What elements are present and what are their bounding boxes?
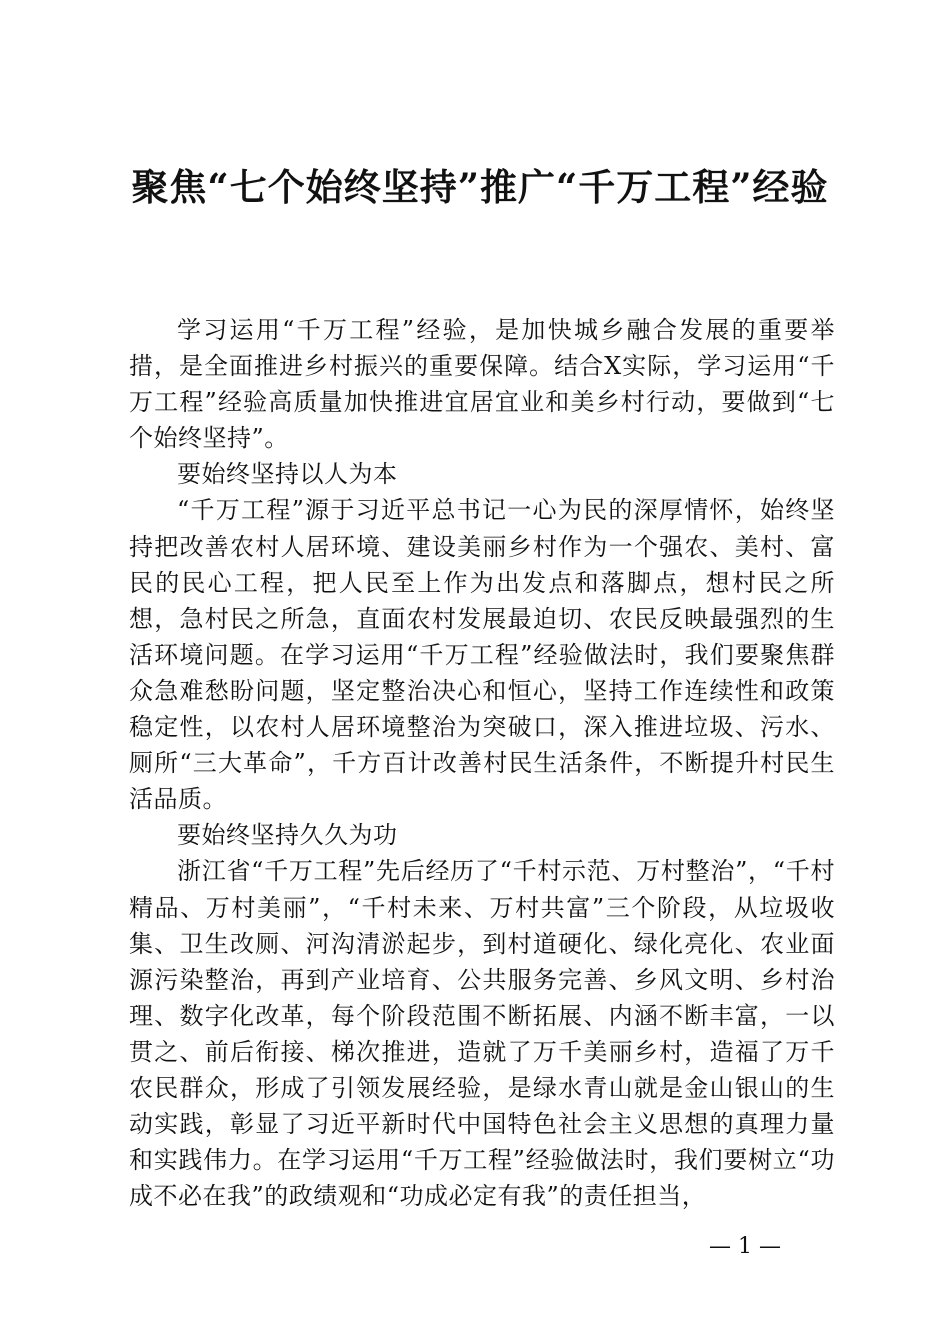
document-title: 聚焦“七个始终坚持”推广“千万工程”经验 [131,165,829,209]
section-heading-people-first: 要始终坚持以人为本 [177,460,398,489]
paragraph-persistence: 浙江省“千万工程”先后经历了“千村示范、万村整治”，“千村精品、万村美丽”，“千村未来、万村共富”三个阶段，从垃圾收集、卫生改厕、河沟清淤起步，到村道硬化、绿化亮化、农业面源污染整治，再到产业培育、公共服务完善、乡风文明、乡村治理、数字化改革，每个阶段范围不断拓展、内涵不断丰富，一以贯之、前后衔接、梯次推进，造就了万千美丽乡村，造福了万千农民群众，形成了引领发展经验，是绿水青山就是金山银山的生动实践，彰显了习近平新时代中国特色社会主义思想的真理力量和实践伟力。在学习运用“千万工程”经验做法时，我们要树立“功成不必在我”的政绩观和“功成必定有我”的责任担当， [129,857,835,1211]
document-body [129,312,835,1214]
section-heading-persistence: 要始终坚持久久为功 [177,821,398,850]
page-number: — 1 — [709,1234,781,1259]
paragraph-intro: 学习运用“千万工程”经验，是加快城乡融合发展的重要举措，是全面推进乡村振兴的重要保障。结合X实际，学习运用“千万工程”经验高质量加快推进宜居宜业和美乡村行动，要做到“七个始终坚持”。 [129,316,835,453]
paragraph-people-first: “千万工程”源于习近平总书记一心为民的深厚情怀，始终坚持把改善农村人居环境、建设美丽乡村作为一个强农、美村、富民的民心工程，把人民至上作为出发点和落脚点，想村民之所想，急村民之所急，直面农村发展最迫切、农民反映最强烈的生活环境问题。在学习运用“千万工程”经验做法时，我们要聚焦群众急难愁盼问题，坚定整治决心和恒心，坚持工作连续性和政策稳定性，以农村人居环境整治为突破口，深入推进垃圾、污水、厕所“三大革命”，千方百计改善村民生活条件，不断提升村民生活品质。 [129,496,835,814]
